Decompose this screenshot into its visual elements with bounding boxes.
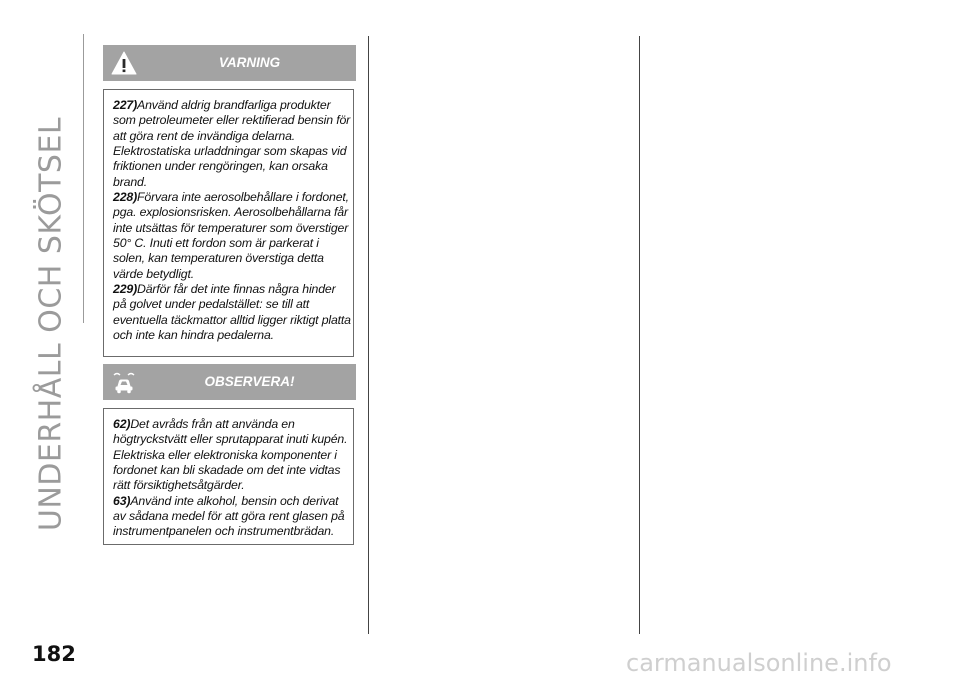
note-item-text: Använd inte alkohol, bensin och derivat av sådana medel för att göra rent glasen på instrumentpanelen och instrumentbrädan. [113,493,345,539]
warning-item-number: 229) [113,282,138,297]
warning-body [103,89,354,357]
warning-item-text: Förvara inte aerosolbehållare i fordonet, pga. explosionsrisken. Aerosolbehållarna får inte utsättas för temperaturer som överstiger 50° C. Inuti ett fordon som är parkerat i solen, kan temperaturen överstiga detta värde betydligt. [113,190,349,281]
warning-item-text: Använd aldrig brandfarliga produkter som petroleumeter eller rektifierad bensin för att göra rent de invändiga delarna. Elektrostatiska urladdningar som skapas vid friktionen under rengöringen, kan orsaka brand. [113,98,351,189]
warning-item-number: 227) [113,98,138,112]
side-section-title-text: UNDERHÅLL OCH SKÖTSEL [33,116,69,532]
note-item [113,417,351,494]
note-body [103,408,354,545]
watermark: carmanualsonline.info [626,649,892,677]
column-divider-right [639,36,640,634]
note-item [113,494,351,540]
warning-item-text: Därför får det inte finnas några hinder på golvet under pedalstället: se till att eventuella täckmattor alltid ligger riktigt platta och inte kan hindra pedalerna. [113,282,351,343]
warning-item [113,282,351,343]
column-divider-left [368,36,369,634]
warning-item [113,190,351,282]
warning-item-number: 228) [113,190,138,205]
side-title-rule [83,34,84,323]
warning-item [113,98,351,190]
note-header [103,364,356,400]
note-title: OBSERVERA! [204,374,295,389]
warning-header [103,45,356,81]
note-item-number: 62) [113,417,131,431]
note-item-number: 63) [113,493,131,508]
page-number: 182 [32,642,76,666]
warning-title: VARNING [218,55,281,70]
warning-triangle-icon [111,50,137,76]
note-item-text: Det avråds från att använda en högtryckstvätt eller sprutapparat inuti kupén. Elektriska eller elektroniska komponenter i fordonet kan bli skadade om det inte vidtas rätt försiktighetsåtgärder. [113,417,348,493]
car-caution-icon [111,369,137,395]
